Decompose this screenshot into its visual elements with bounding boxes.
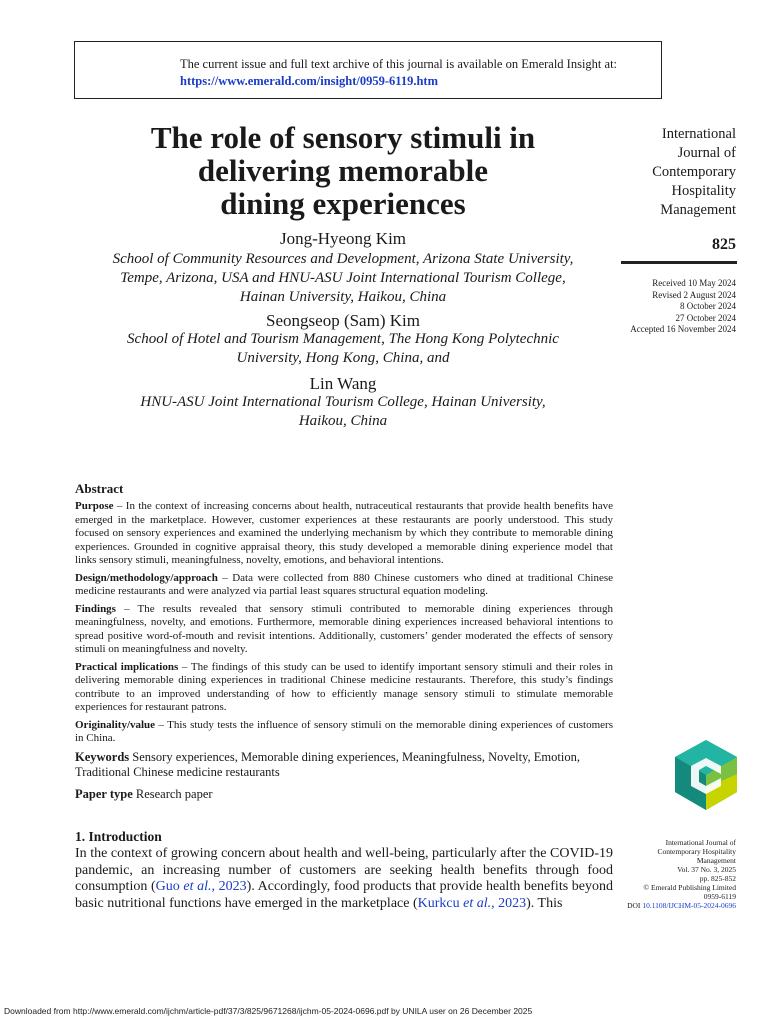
section-text: – The findings of this study can be used to identify important sensory stimuli and their roles in delivering memorable dining experiences in traditional Chinese medicine restaurants. Therefore, this study’s findings contribute to an improved understanding of how to efficiently manage sensory stimuli to stimulate memorable experiences for restaurant patrons. — [75, 660, 614, 713]
cite-etal: et al. — [183, 879, 212, 894]
doi-label: DOI — [627, 901, 643, 910]
affil-line: Hainan University, Haikou, China — [239, 289, 447, 305]
affil-line: Haikou, China — [298, 413, 388, 429]
abstract-design — [75, 572, 613, 599]
info-line: Contemporary Hospitality — [657, 847, 736, 856]
abstract-findings — [75, 603, 613, 657]
cite-etal: et al. — [463, 895, 492, 911]
info-line: Management — [696, 856, 736, 865]
section-text: – In the context of increasing concerns about health, nutraceutical restaurants that provide health benefits have emerged in the marketplace. However, customer experiences at these restaurants are poorly understood. This study focused on sensory experiences and examined the underlying mechanism by which they contribute to memorable dining experiences. Grounded in cognitive appraisal theory, this study developed a memorable dining experience model that links sensory stimuli, meaningfulness, novelty, emotions, and behavioral intentions. — [75, 500, 613, 566]
section-label: Practical implications — [75, 660, 179, 673]
journal-line: Management — [660, 202, 736, 218]
cite-year: , 2023 — [491, 895, 527, 911]
section-label: Design/methodology/approach — [75, 571, 218, 584]
date-line: Received 10 May 2024 — [652, 278, 736, 288]
cite-author: Kurkcu — [417, 895, 464, 911]
author-affiliation — [83, 250, 603, 307]
article-title — [98, 121, 588, 220]
date-line: Accepted 16 November 2024 — [630, 324, 736, 334]
abstract-body — [75, 500, 613, 750]
cite-year: , 2023 — [211, 879, 247, 894]
section-label: Originality/value — [75, 718, 156, 731]
info-line: International Journal of — [665, 838, 736, 847]
doi-link[interactable]: 10.1108/IJCHM-05-2024-0696 — [642, 901, 736, 910]
intro-text: ). This — [526, 895, 563, 911]
author-name: Jong-Hyeong Kim — [279, 229, 407, 248]
citation-link[interactable] — [156, 879, 247, 894]
date-line: 27 October 2024 — [675, 312, 736, 323]
journal-line: Journal of — [677, 145, 736, 161]
affil-line: Tempe, Arizona, USA and HNU-ASU Joint International Tourism College, — [120, 270, 566, 286]
banner-text: The current issue and full text archive of this journal is available on Emerald Insight at: — [180, 57, 618, 71]
submission-dates — [576, 278, 736, 336]
info-line: 0959-6119 — [703, 892, 736, 901]
title-line: delivering memorable — [197, 153, 489, 188]
section-text: – The results revealed that sensory stimuli contributed to memorable dining experiences through meaningfulness, novelty, and emotions. Furthermore, memorable dining experiences increased behavioral intentions to spread positive word-of-mouth and revisit intentions. Additionally, customers’ gender moderated the effects of sensory stimuli on meaningfulness and novelty. — [75, 602, 613, 655]
abstract-heading: Abstract — [75, 481, 124, 496]
author-affiliation — [83, 393, 603, 431]
journal-archive-link[interactable]: https://www.emerald.com/insight/0959-6119.htm — [180, 74, 438, 88]
page-number: 825 — [712, 236, 736, 253]
journal-line: Contemporary — [652, 164, 736, 180]
date-line: 8 October 2024 — [680, 301, 736, 311]
title-line: The role of sensory stimuli in — [150, 120, 536, 155]
info-line: © Emerald Publishing Limited — [643, 883, 736, 892]
abstract-originality — [75, 719, 613, 746]
intro-text: ). Accordingly, food products that provide health benefits beyond basic nutritional functions have emerged in the marketplace ( — [75, 879, 613, 911]
info-line: pp. 825-852 — [699, 874, 736, 883]
affil-line: University, Hong Kong, China, and — [236, 350, 450, 366]
download-footer: Downloaded from http://www.emerald.com/ijchm/article-pdf/37/3/825/9671268/ijchm-05-2024-0696.pdf by UNILA user on 26 December 2025 — [4, 1006, 533, 1016]
affil-line: School of Community Resources and Development, Arizona State University, — [112, 251, 574, 267]
citation-link[interactable] — [418, 896, 527, 911]
section-text: – Data were collected from 880 Chinese customers who dined at traditional Chinese medicine restaurants and were analyzed via partial least squares structural equation modeling. — [75, 571, 613, 597]
keywords-label: Keywords — [75, 750, 130, 764]
paper-type-label: Paper type — [75, 787, 133, 801]
abstract-practical — [75, 661, 613, 715]
author-affiliation — [83, 330, 603, 368]
publication-info — [606, 838, 736, 910]
title-line: dining experiences — [220, 186, 466, 221]
section-text: – This study tests the influence of sensory stimuli on the memorable dining experiences of customers in China. — [75, 718, 613, 744]
intro-text: In the context of growing concern about health and well-being, particularly after the COVID-19 pandemic, an increasing number of customers are seeking health benefits through food consumption ( — [75, 846, 613, 894]
journal-line: International — [661, 126, 736, 142]
paper-type-text: Research paper — [132, 787, 213, 801]
journal-line: Hospitality — [671, 183, 736, 199]
author-name: Seongseop (Sam) Kim — [266, 311, 420, 330]
keywords-text: Sensory experiences, Memorable dining experiences, Meaningfulness, Novelty, Emotion, Traditional Chinese medicine restaurants — [75, 750, 580, 779]
abstract-purpose — [75, 500, 613, 568]
section-label: Purpose — [75, 500, 114, 512]
emerald-logo-icon — [675, 740, 737, 810]
cite-author: Guo — [155, 879, 184, 894]
affil-line: HNU-ASU Joint International Tourism College, Hainan University, — [140, 394, 546, 410]
journal-name — [596, 125, 736, 220]
intro-paragraph — [75, 846, 613, 912]
paper-type — [75, 787, 213, 802]
date-line: Revised 2 August 2024 — [652, 289, 736, 300]
keywords — [75, 750, 613, 780]
doi-line — [606, 901, 736, 910]
section-label: Findings — [75, 602, 116, 615]
author-name: Lin Wang — [309, 374, 377, 393]
info-line: Vol. 37 No. 3, 2025 — [677, 865, 736, 874]
section-heading: 1. Introduction — [75, 829, 162, 844]
archive-banner — [74, 41, 662, 99]
affil-line: School of Hotel and Tourism Management, The Hong Kong Polytechnic — [127, 331, 559, 347]
divider — [621, 261, 737, 264]
